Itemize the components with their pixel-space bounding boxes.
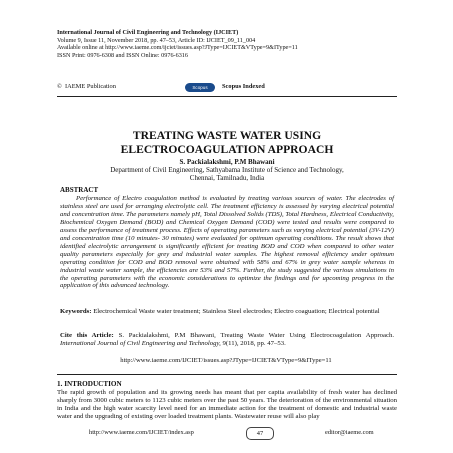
cite-authors: S. Packialakshmi, P.M Bhawani, <box>118 332 216 339</box>
abstract-text: Performance of Electro coagulation method is evaluated by treating various sources of water. The electrodes of stainless steel are used for arranging electrolytic cell. The treatment efficiency is assessed by varying electrical potential and concentration time. The parameters namely pH, Total Dissolved Solids (TDS), Total Hardness, Electrical Conductivity, Biochemical Oxygen Demand (BOD) and Chemical Oxygen Demand (COD) were tested and results were compared to assess the performance of treatment process. Effects of operating parameters such as varying electrical potential (3V-12V) and concentration time (10 minutes- 30 minutes) were evaluated for optimum operating conditions. The result shows that identified electrolytic arrangement is significantly efficient for treating BOD and COD when compared to other water quality parameters especially for grey and industrial water samples. The highest removal efficiency under optimum operating condition for COD and BOD removal were obtained with 58% and 67% in grey water sample whereas in industrial waste water sample, the efficiencies are 53% and 57%. Further, the study suggested the various simulations in the operating parameters with the economic considerations to optimize the findings and for upcoming progress in the application of this advanced technology. <box>60 195 394 290</box>
issn-line: ISSN Print: 0976-6308 and ISSN Online: 0976-6316 <box>57 51 188 59</box>
keywords-label: Keywords: <box>60 308 92 315</box>
footer-email-link[interactable]: editor@iaeme.com <box>325 429 374 436</box>
author-names: S. Packialakshmi, P.M Bhawani <box>179 158 275 166</box>
affiliation-line-2: Chennai, Tamilnadu, India <box>189 174 265 183</box>
iaeme-publication-label: IAEME Publication <box>65 83 116 90</box>
affiliation-line-1: Department of Civil Engineering, Sathyabama Institute of Science and Technology, <box>110 166 344 175</box>
online-line: Available online at http://www.iaeme.com/ijciet/issues.asp?JType=IJCIET&VType=9&IType=11 <box>57 44 298 52</box>
keywords-text: Electrochemical Waste water treatment; Stainless Steel electrodes; Electro coaguation; Electrical potential <box>93 308 380 315</box>
introduction-heading: 1. INTRODUCTION <box>57 380 122 388</box>
journal-name: International Journal of Civil Engineering and Technology (IJCIET) <box>57 29 239 36</box>
introduction-text: The rapid growth of population and its growing needs has meant that per capita availability of fresh water has declined sharply from 3000 cubic meters to 1123 cubic meters over the past 50 years. The deterioration of the environmental situation in India and the high water scarcity level need for an immediate action for the treatment of domestic and industrial waste water and the upgrading of existing over loaded treatment plants. Wastewater reuse will also play <box>57 389 397 420</box>
author-block <box>57 158 397 183</box>
cite-title: Treating Waste Water Using Electrocoagulation Approach. <box>220 332 395 339</box>
volume-line: Volume 9, Issue 11, November 2018, pp. 47–53, Article ID: IJCIET_09_11_004 <box>57 36 256 44</box>
citation-divider <box>57 374 397 375</box>
title-line-1: TREATING WASTE WATER USING <box>132 129 322 142</box>
keywords-block <box>60 308 394 316</box>
copyright-symbol: © <box>57 83 62 90</box>
footer-url-link[interactable]: http://www.iaeme.com/IJCIET/index.asp <box>89 429 194 436</box>
cite-label: Cite this Article: <box>60 332 114 339</box>
paper-title <box>57 129 397 157</box>
scopus-logo-icon: Scopus <box>185 83 215 92</box>
citation-link[interactable]: http://www.iaeme.com/IJCIET/issues.asp?JType=IJCIET&VType=9&IType=11 <box>120 357 332 364</box>
abstract-heading: ABSTRACT <box>60 186 99 194</box>
scopus-indexed-label: Scopus Indexed <box>222 83 265 90</box>
page-number: 47 <box>246 427 274 440</box>
citation-block <box>60 332 394 348</box>
cite-journal: International Journal of Civil Engineering and Technology, <box>60 339 221 347</box>
page-footer <box>57 428 397 438</box>
publisher-row <box>57 82 397 92</box>
header-divider <box>57 96 397 97</box>
cite-details: 9(11), 2018, pp. 47–53. <box>222 339 286 347</box>
journal-header <box>57 29 397 59</box>
title-line-2: ELECTROCOAGULATION APPROACH <box>120 142 334 156</box>
